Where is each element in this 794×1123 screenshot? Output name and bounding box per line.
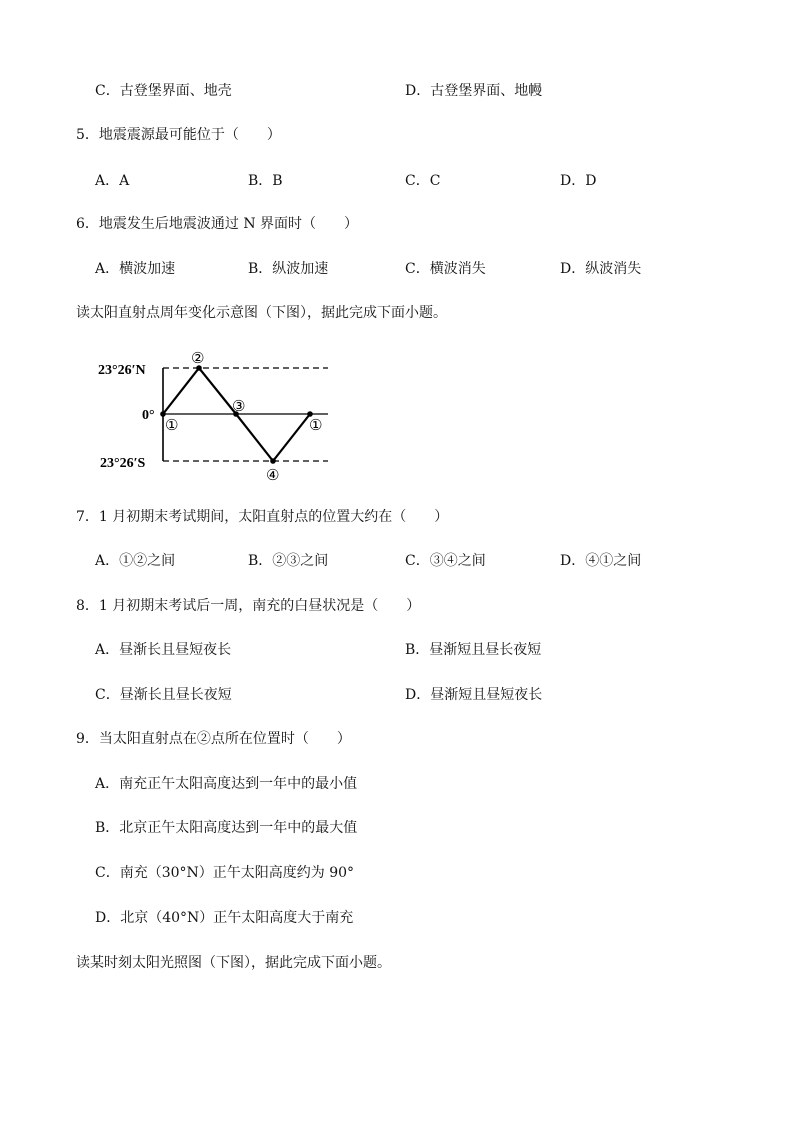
q6-stem: 6．地震发生后地震波通过 N 界面时（ ） [76,216,359,232]
q7-stem: 7．1 月初期末考试期间，太阳直射点的位置大约在（ ） [76,509,449,525]
q8-option-d: D．昼渐短且昼短夜长 [405,687,543,703]
point-label-3: ③ [232,397,246,415]
q4-option-d: D．古登堡界面、地幔 [405,83,543,99]
q9-stem: 9．当太阳直射点在②点所在位置时（ ） [76,731,351,747]
q8-option-b: B．昼渐短且昼长夜短 [405,642,542,658]
q5-stem: 5．地震震源最可能位于（ ） [76,127,281,143]
point-label-1b: ① [309,416,323,434]
q9-option-d: D．北京（40°N）正午太阳高度大于南充 [95,910,354,926]
point-label-4: ④ [266,466,280,484]
lat-north-label: 23°26′N [98,363,146,378]
point-label-2: ② [191,349,205,367]
lat-zero-label: 0° [142,408,155,423]
q8-option-a: A．昼渐长且昼短夜长 [95,642,232,658]
q4-option-c: C．古登堡界面、地壳 [95,83,232,99]
q9-option-b: B．北京正午太阳高度达到一年中的最大值 [95,820,358,836]
q7-option-b: B．②③之间 [248,553,329,569]
point-dot-4 [270,458,276,464]
q7-option-a: A．①②之间 [95,553,176,569]
q6-option-c: C．横波消失 [405,261,486,277]
q5-option-d: D．D [560,173,597,189]
q6-option-a: A．横波加速 [95,261,176,277]
q6-option-d: D．纵波消失 [560,261,642,277]
q8-option-c: C．昼渐长且昼长夜短 [95,687,232,703]
q5-option-c: C．C [405,173,441,189]
intro-figure1: 读太阳直射点周年变化示意图（下图），据此完成下面小题。 [76,305,447,321]
q6-option-b: B．纵波加速 [248,261,329,277]
q7-option-d: D．④①之间 [560,553,642,569]
q5-option-b: B．B [248,173,283,189]
q7-option-c: C．③④之间 [405,553,486,569]
lat-south-label: 23°26′S [100,456,146,471]
subsolar-migration-diagram [90,345,340,485]
q9-option-c: C．南充（30°N）正午太阳高度约为 90° [95,865,355,881]
q8-stem: 8．1 月初期末考试后一周，南充的白昼状况是（ ） [76,598,421,614]
q9-option-a: A．南充正午太阳高度达到一年中的最小值 [95,776,358,792]
point-label-1: ① [165,416,179,434]
intro-figure2: 读某时刻太阳光照图（下图），据此完成下面小题。 [76,955,391,971]
q5-option-a: A．A [95,173,130,189]
